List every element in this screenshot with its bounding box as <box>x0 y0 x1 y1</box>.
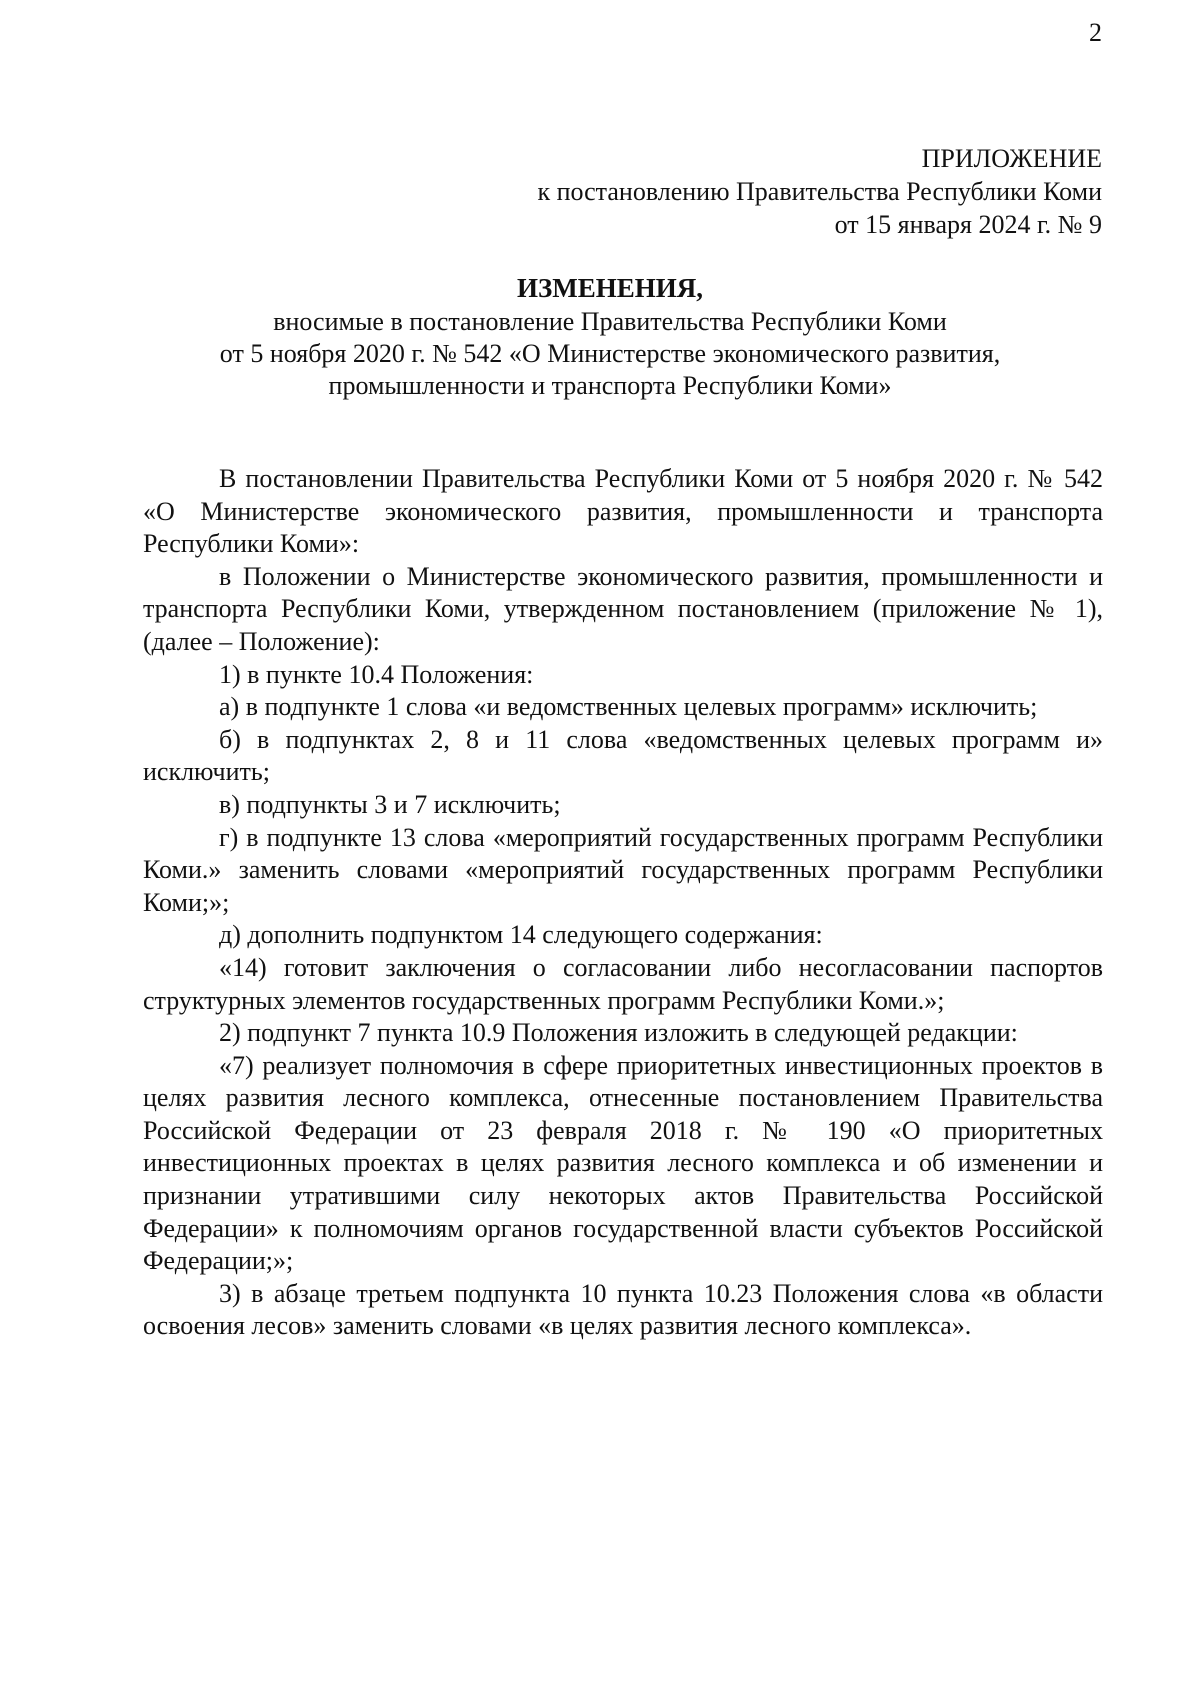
title-line-1: вносимые в постановление Правительства Республики Коми <box>273 307 947 336</box>
document-body <box>143 463 1103 1343</box>
paragraph: В постановлении Правительства Республики Коми от 5 ноября 2020 г. № 542 «О Министерстве экономического развития, промышленности и транспорта Республики Коми»: <box>143 464 1103 559</box>
paragraph: 2) подпункт 7 пункта 10.9 Положения изложить в следующей редакции: <box>219 1018 1018 1048</box>
title-heading: ИЗМЕНЕНИЯ, <box>516 273 703 303</box>
appendix-label: ПРИЛОЖЕНИЕ <box>921 144 1102 173</box>
paragraph: в) подпункты 3 и 7 исключить; <box>219 789 561 819</box>
title-line-3: промышленности и транспорта Республики Коми» <box>328 371 892 400</box>
document-title <box>160 272 1060 402</box>
page-number: 2 <box>1089 18 1102 47</box>
paragraph: в Положении о Министерстве экономического развития, промышленности и транспорта Республики Коми, утвержденном постановлением (приложение № 1), (далее – Положение): <box>143 561 1103 656</box>
paragraph: г) в подпункте 13 слова «мероприятий государственных программ Республики Коми.» заменить словами «мероприятий государственных программ Республики Коми;»; <box>143 822 1103 917</box>
appendix-date-number: от 15 января 2024 г. № 9 <box>834 210 1102 239</box>
appendix-header <box>537 142 1102 241</box>
paragraph: б) в подпунктах 2, 8 и 11 слова «ведомственных целевых программ и» исключить; <box>143 724 1103 787</box>
appendix-resolution-line: к постановлению Правительства Республики Коми <box>537 177 1102 206</box>
paragraph: 1) в пункте 10.4 Положения: <box>219 659 534 689</box>
paragraph: 3) в абзаце третьем подпункта 10 пункта 10.23 Положения слова «в области освоения лесов» заменить словами «в целях развития лесного комплекса». <box>143 1278 1103 1341</box>
paragraph: д) дополнить подпунктом 14 следующего содержания: <box>219 920 823 950</box>
paragraph: а) в подпункте 1 слова «и ведомственных целевых программ» исключить; <box>219 692 1038 722</box>
title-line-2: от 5 ноября 2020 г. № 542 «О Министерстве экономического развития, <box>219 339 1001 368</box>
paragraph: «7) реализует полномочия в сфере приоритетных инвестиционных проектов в целях развития лесного комплекса, отнесенные постановлением Правительства Российской Федерации от 23 февраля 2018 г. № 190 «О приоритетных инвестиционных проектах в целях развития лесного комплекса и об изменении и признании утратившими силу некоторых актов Правительства Российской Федерации» к полномочиям органов государственной власти субъектов Российской Федерации;»; <box>143 1050 1103 1276</box>
paragraph: «14) готовит заключения о согласовании либо несогласовании паспортов структурных элементов государственных программ Республики Коми.»; <box>143 952 1103 1015</box>
